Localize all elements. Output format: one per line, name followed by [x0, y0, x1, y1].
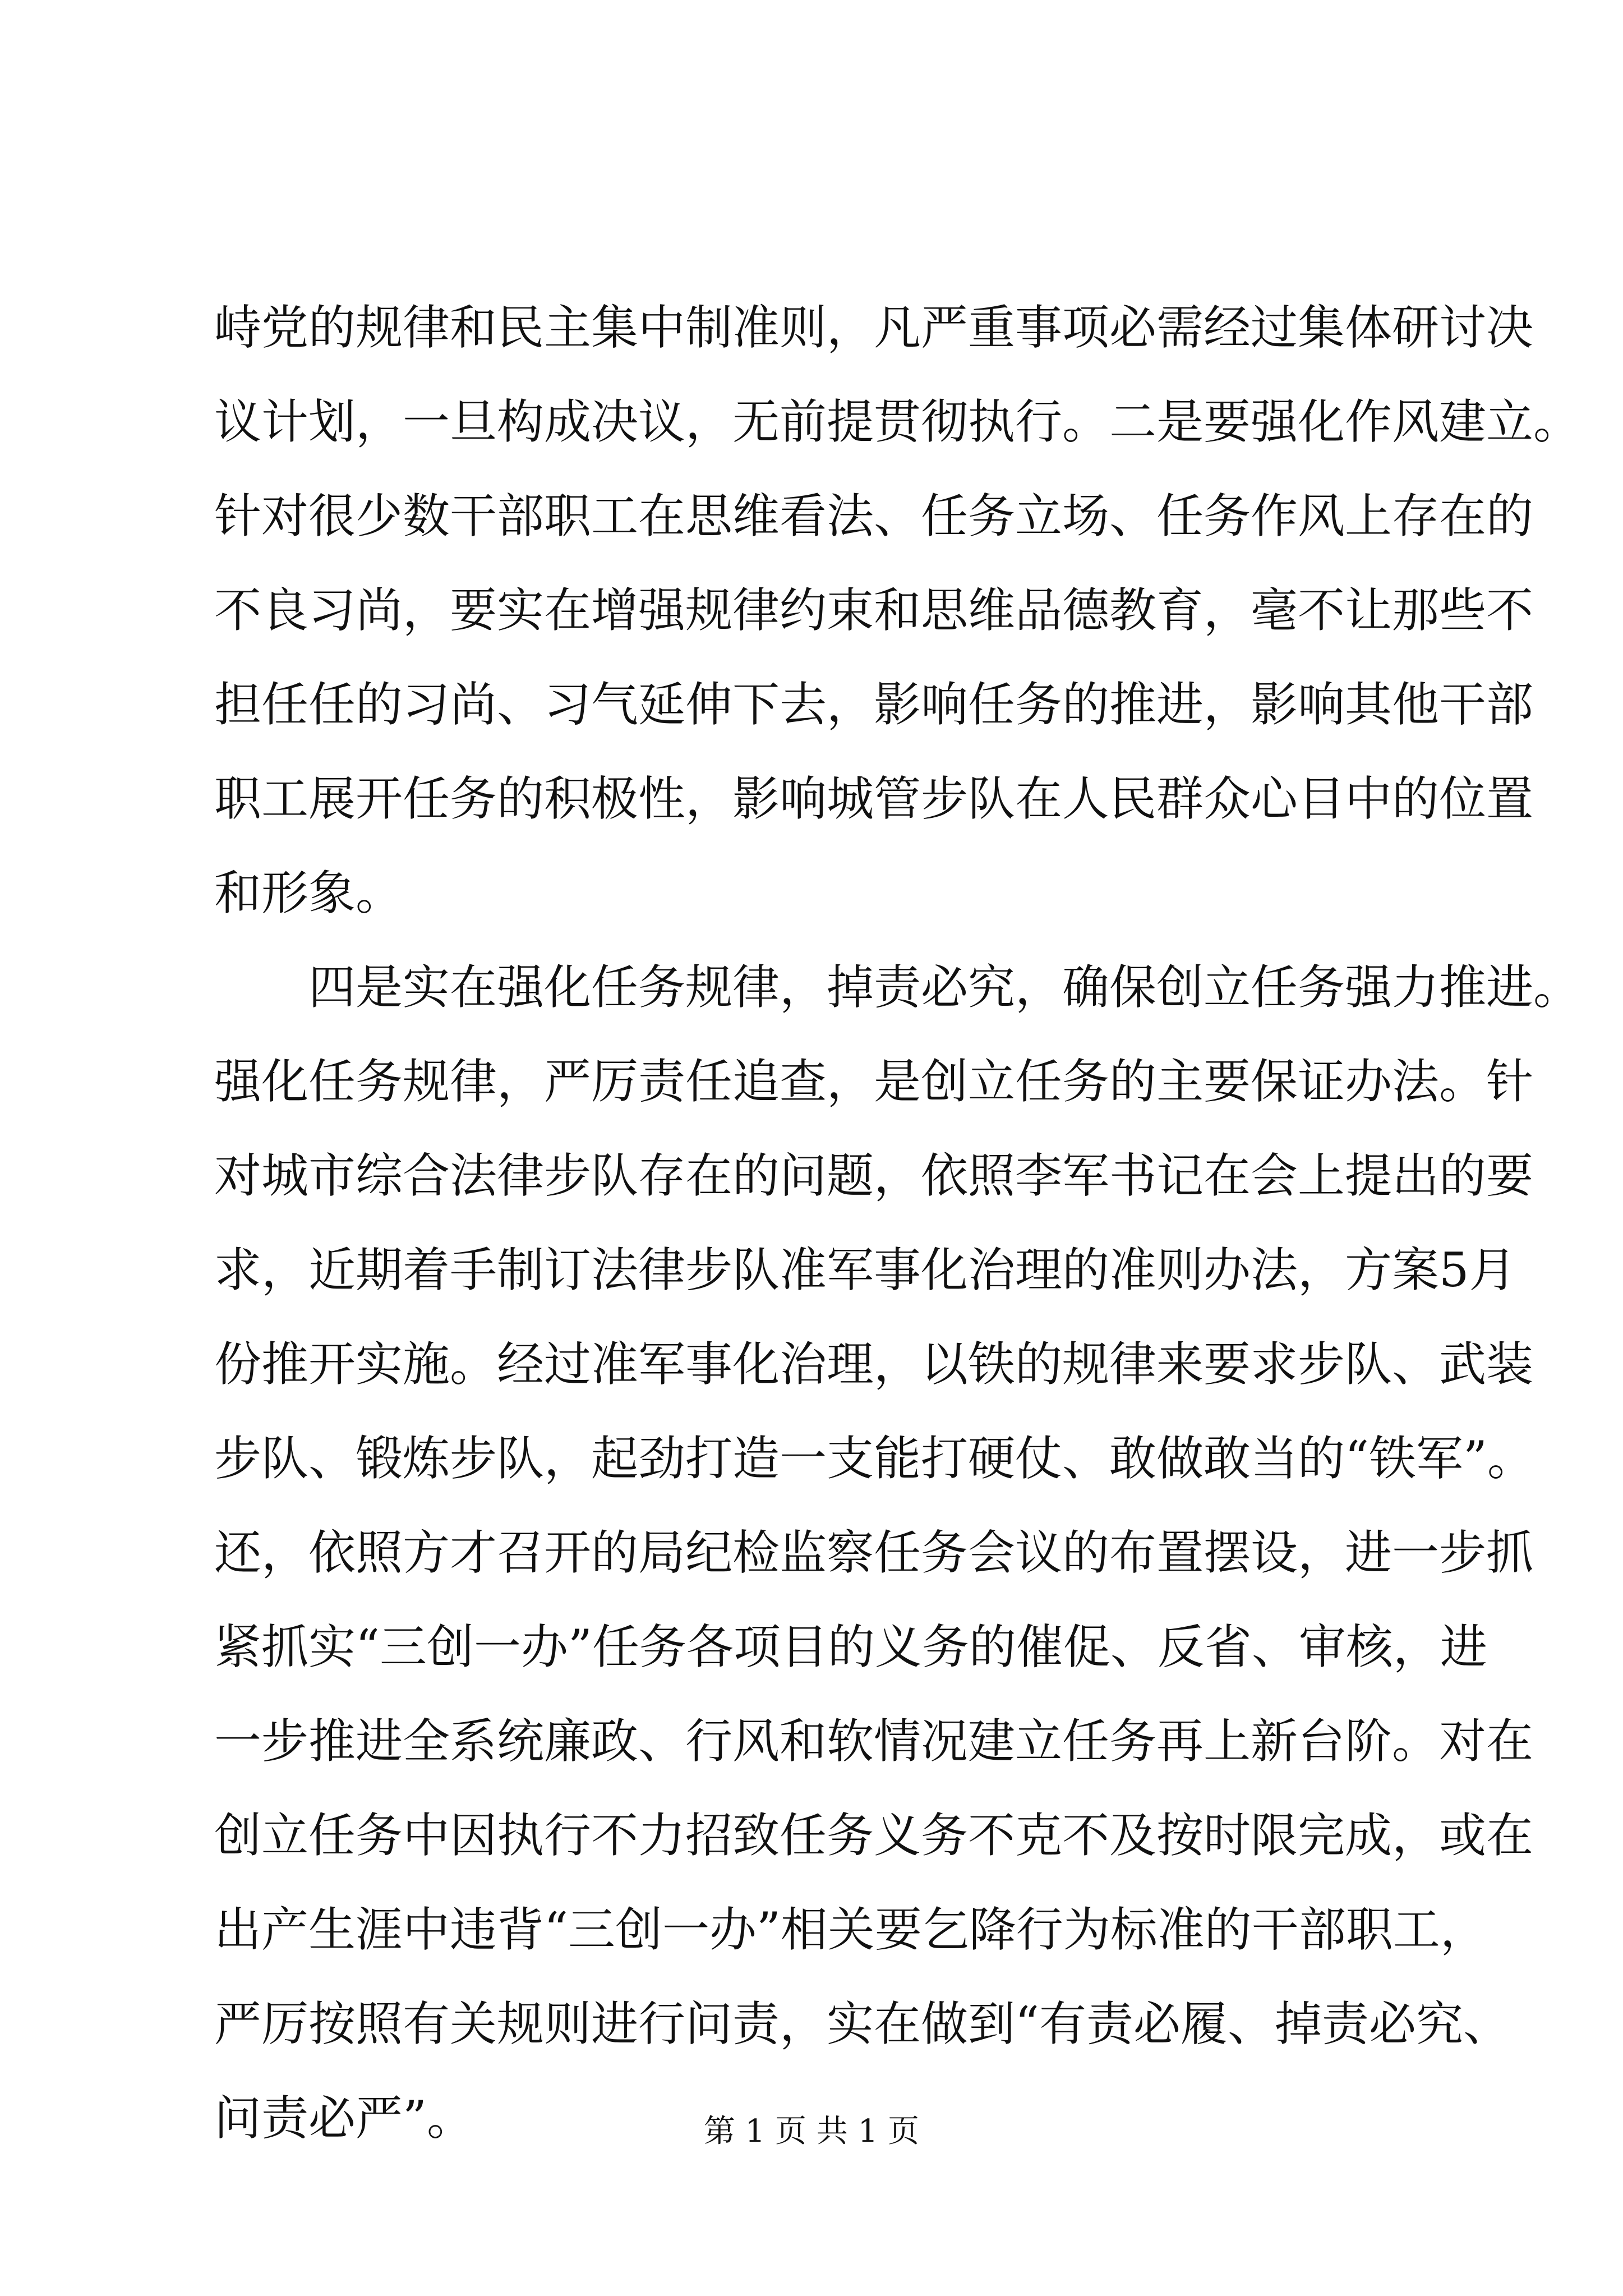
paragraph-line: 对城市综合法律步队存在的问题，依照李军书记在会上提出的要 — [214, 1148, 1534, 1203]
paragraph-2 — [214, 940, 1581, 2165]
paragraph-line: 步队、锻炼步队，起劲打造一支能打硬仗、敢做敢当的“铁军”。 — [214, 1431, 1534, 1486]
paragraph-line: 议计划，一旦构成决议，无前提贯彻执行。二是要强化作风建立。 — [214, 394, 1581, 449]
paragraph-line: 出产生涯中违背“三创一办”相关要乞降行为标准的干部职工， — [214, 1902, 1487, 1957]
paragraph-line: 峙党的规律和民主集中制准则，凡严重事项必需经过集体研讨决 — [214, 300, 1534, 355]
paragraph-line: 求，近期着手制订法律步队准军事化治理的准则办法，方案5月 — [214, 1243, 1516, 1297]
paragraph-line: 担任任的习尚、习气延伸下去，影响任务的推进，影响其他干部 — [214, 677, 1534, 732]
paragraph-line: 针对很少数干部职工在思维看法、任务立场、任务作风上存在的 — [214, 489, 1534, 544]
paragraph-line: 严厉按照有关规则进行问责，实在做到“有责必履、掉责必究、 — [214, 1996, 1510, 2051]
paragraph-line: 紧抓实“三创一办”任务各项目的义务的催促、反省、审核，进 — [214, 1619, 1487, 1674]
paragraph-line: 一步推进全系统廉政、行风和软情况建立任务再上新台阶。对在 — [214, 1714, 1534, 1769]
paragraph-line: 不良习尚，要实在增强规律约束和思维品德教育，毫不让那些不 — [214, 583, 1534, 638]
paragraph-line: 创立任务中因执行不力招致任务义务不克不及按时限完成，或在 — [214, 1808, 1534, 1863]
paragraph-line: 份推开实施。经过准军事化治理，以铁的规律来要求步队、武装 — [214, 1337, 1534, 1392]
page-footer — [0, 2109, 1623, 2154]
page-number-label: 第 1 页 共 1 页 — [703, 2113, 920, 2150]
paragraph-line: 还，依照方才召开的局纪检监察任务会议的布置摆设，进一步抓 — [214, 1525, 1534, 1580]
paragraph-line: 职工展开任务的积极性，影响城管步队在人民群众心目中的位置 — [214, 771, 1534, 826]
document-body — [214, 280, 1581, 2165]
paragraph-line: 强化任务规律，严厉责任追查，是创立任务的主要保证办法。针 — [214, 1054, 1534, 1109]
paragraph-1 — [214, 280, 1581, 940]
paragraph-line: 问责必严”。 — [214, 2091, 474, 2146]
paragraph-line: 四是实在强化任务规律，掉责必究，确保创立任务强力推进。 — [308, 960, 1581, 1015]
paragraph-line: 和形象。 — [214, 866, 403, 921]
